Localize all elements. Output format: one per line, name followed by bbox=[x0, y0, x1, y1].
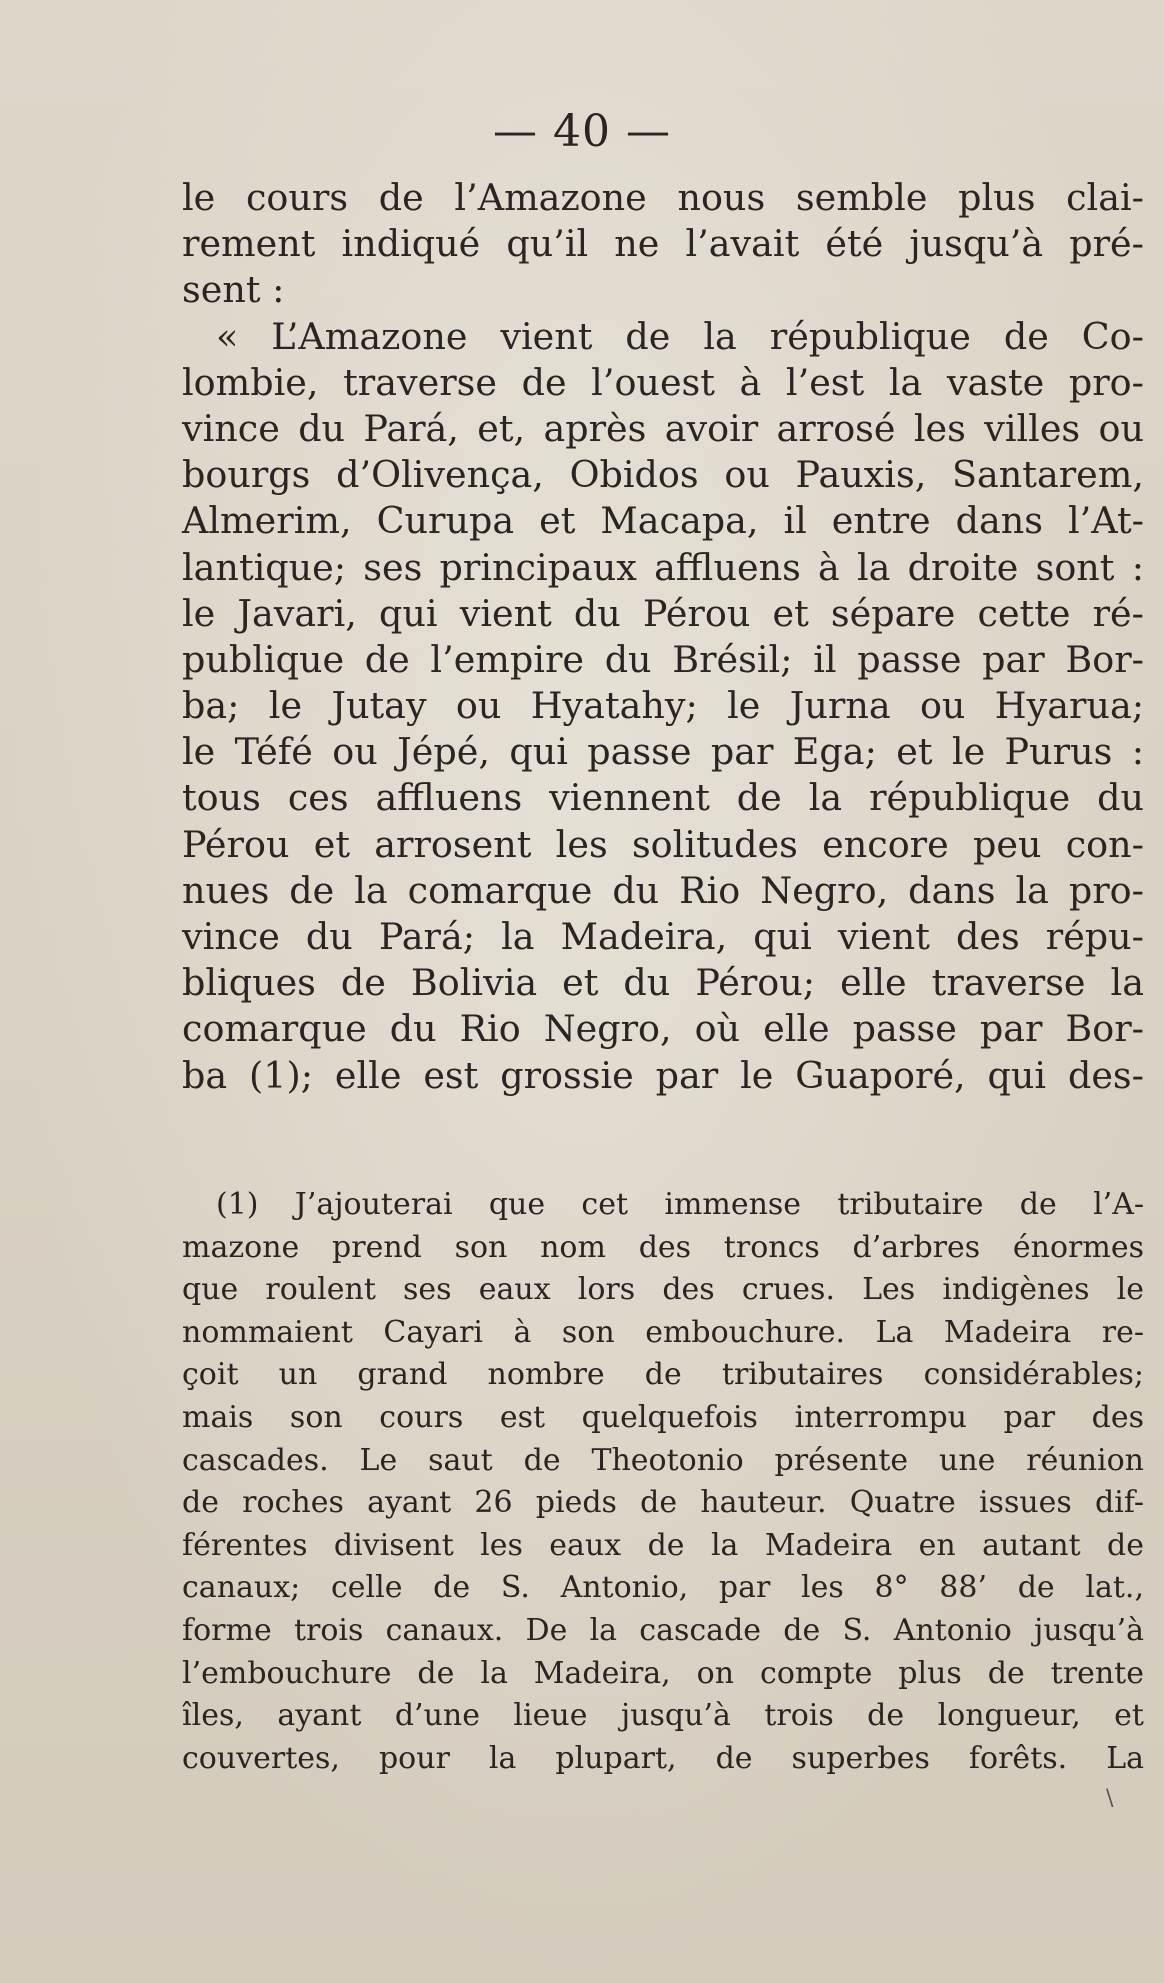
text-line: lantique; ses principaux affluens à la droite sont : bbox=[182, 545, 1144, 589]
text-line: le Javari, qui vient du Pérou et sépare cette ré- bbox=[182, 591, 1144, 635]
text-line: ba; le Jutay ou Hyatahy; le Jurna ou Hyarua; bbox=[182, 684, 1144, 728]
text-line: comarque du Rio Negro, où elle passe par Bor- bbox=[182, 1007, 1144, 1051]
text-line: lombie, traverse de l’ouest à l’est la vaste pro- bbox=[182, 360, 1144, 404]
text-line: tous ces affluens viennent de la république du bbox=[182, 776, 1144, 820]
text-line: Pérou et arrosent les solitudes encore peu con- bbox=[182, 822, 1144, 866]
text-line: le Téfé ou Jépé, qui passe par Ega; et le Purus : bbox=[182, 730, 1144, 774]
footnote-line: nommaient Cayari à son embouchure. La Madeira re- bbox=[182, 1314, 1144, 1350]
page-number: — 40 — bbox=[493, 106, 671, 157]
text-line: rement indiqué qu’il ne l’avait été jusqu’à pré- bbox=[182, 222, 1144, 266]
footnote-line: de roches ayant 26 pieds de hauteur. Quatre issues dif- bbox=[182, 1485, 1144, 1521]
text-line: bourgs d’Olivença, Obidos ou Pauxis, Santarem, bbox=[182, 453, 1144, 497]
text-line: vince du Pará; la Madeira, qui vient des répu- bbox=[182, 915, 1144, 958]
footnote-line: férentes divisent les eaux de la Madeira en autant de bbox=[182, 1527, 1144, 1563]
stray-mark: \ bbox=[1106, 1786, 1114, 1811]
text-line: bliques de Bolivia et du Pérou; elle traverse la bbox=[182, 961, 1144, 1005]
footnote-line: que roulent ses eaux lors des crues. Les indigènes le bbox=[182, 1272, 1144, 1308]
footnote-line: mazone prend son nom des troncs d’arbres énormes bbox=[182, 1229, 1144, 1265]
footnote-line: cascades. Le saut de Theotonio présente une réunion bbox=[182, 1442, 1144, 1478]
text-line: ba (1); elle est grossie par le Guaporé, qui des- bbox=[182, 1053, 1144, 1097]
footnote-line: couvertes, pour la plupart, de superbes forêts. La bbox=[182, 1740, 1144, 1776]
footnote-line: çoit un grand nombre de tributaires considérables; bbox=[182, 1357, 1144, 1393]
footnote-line: (1) J’ajouterai que cet immense tributaire de l’A- bbox=[216, 1187, 1144, 1222]
text-line: nues de la comarque du Rio Negro, dans la pro- bbox=[182, 868, 1144, 912]
text-line: Almerim, Curupa et Macapa, il entre dans l’At- bbox=[182, 499, 1144, 543]
text-line: sent : bbox=[182, 268, 285, 312]
footnote-line: îles, ayant d’une lieue jusqu’à trois de longueur, et bbox=[182, 1698, 1144, 1734]
text-line: « L’Amazone vient de la république de Co- bbox=[216, 314, 1144, 358]
footnote-line: forme trois canaux. De la cascade de S. Antonio jusqu’à bbox=[182, 1612, 1144, 1648]
footnote bbox=[182, 1184, 1144, 1780]
text-line: publique de l’empire du Brésil; il passe par Bor- bbox=[182, 637, 1144, 681]
footnote-line: canaux; celle de S. Antonio, par les 8° 88’ de lat., bbox=[182, 1570, 1144, 1606]
footnote-line: mais son cours est quelquefois interrompu par des bbox=[182, 1399, 1144, 1435]
text-line: le cours de l’Amazone nous semble plus clai- bbox=[182, 176, 1144, 219]
main-text bbox=[182, 175, 1144, 1099]
text-line: vince du Pará, et, après avoir arrosé les villes ou bbox=[182, 406, 1144, 450]
footnote-line: l’embouchure de la Madeira, on compte plus de trente bbox=[182, 1655, 1144, 1691]
